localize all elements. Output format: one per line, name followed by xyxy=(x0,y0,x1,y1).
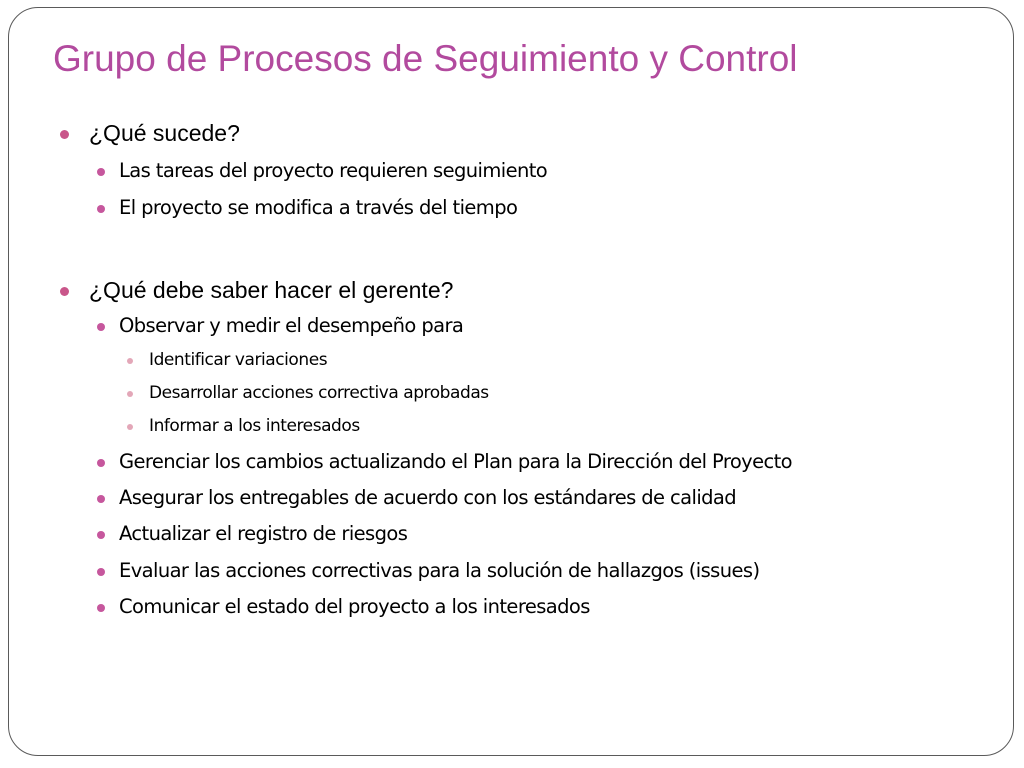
bullet-item xyxy=(149,350,327,370)
bullet-item xyxy=(119,486,736,509)
bullet-dot-icon xyxy=(60,130,69,139)
bullet-dot-icon xyxy=(127,358,133,364)
bullet-item xyxy=(119,559,759,582)
bullet-dot-icon xyxy=(97,205,105,213)
bullet-text: ¿Qué debe saber hacer el gerente? xyxy=(89,277,454,303)
bullet-text: Actualizar el registro de riesgos xyxy=(119,522,408,545)
bullet-dot-icon xyxy=(97,323,105,331)
bullet-text: ¿Qué sucede? xyxy=(89,120,240,146)
bullet-text: Las tareas del proyecto requieren seguimiento xyxy=(119,159,548,182)
bullet-dot-icon xyxy=(97,168,105,176)
bullet-dot-icon xyxy=(60,287,69,296)
bullet-text: Asegurar los entregables de acuerdo con los estándares de calidad xyxy=(119,486,737,509)
bullet-item xyxy=(89,120,240,147)
bullet-item xyxy=(119,196,517,219)
slide-title: Grupo de Procesos de Seguimiento y Control xyxy=(53,38,798,79)
bullet-text: Desarrollar acciones correctiva aprobadas xyxy=(149,383,489,403)
bullet-item xyxy=(119,314,463,337)
bullet-item xyxy=(149,416,360,436)
bullet-text: Identificar variaciones xyxy=(149,350,328,370)
bullet-item xyxy=(89,277,453,304)
bullet-dot-icon xyxy=(97,531,105,539)
bullet-item xyxy=(119,159,547,182)
bullet-item xyxy=(119,522,407,545)
bullet-text: Evaluar las acciones correctivas para la solución de hallazgos (issues) xyxy=(119,559,760,582)
bullet-text: El proyecto se modifica a través del tiempo xyxy=(119,196,518,219)
bullet-text: Informar a los interesados xyxy=(149,416,360,436)
bullet-text: Observar y medir el desempeño para xyxy=(119,314,464,337)
bullet-item xyxy=(149,383,489,403)
bullet-text: Gerenciar los cambios actualizando el Plan para la Dirección del Proyecto xyxy=(119,450,793,473)
bullet-dot-icon xyxy=(97,604,105,612)
bullet-dot-icon xyxy=(97,495,105,503)
bullet-dot-icon xyxy=(127,391,133,397)
bullet-text: Comunicar el estado del proyecto a los interesados xyxy=(119,595,590,618)
bullet-item xyxy=(119,595,590,618)
bullet-item xyxy=(119,450,792,473)
bullet-dot-icon xyxy=(127,424,133,430)
bullet-dot-icon xyxy=(97,459,105,467)
bullet-dot-icon xyxy=(97,568,105,576)
